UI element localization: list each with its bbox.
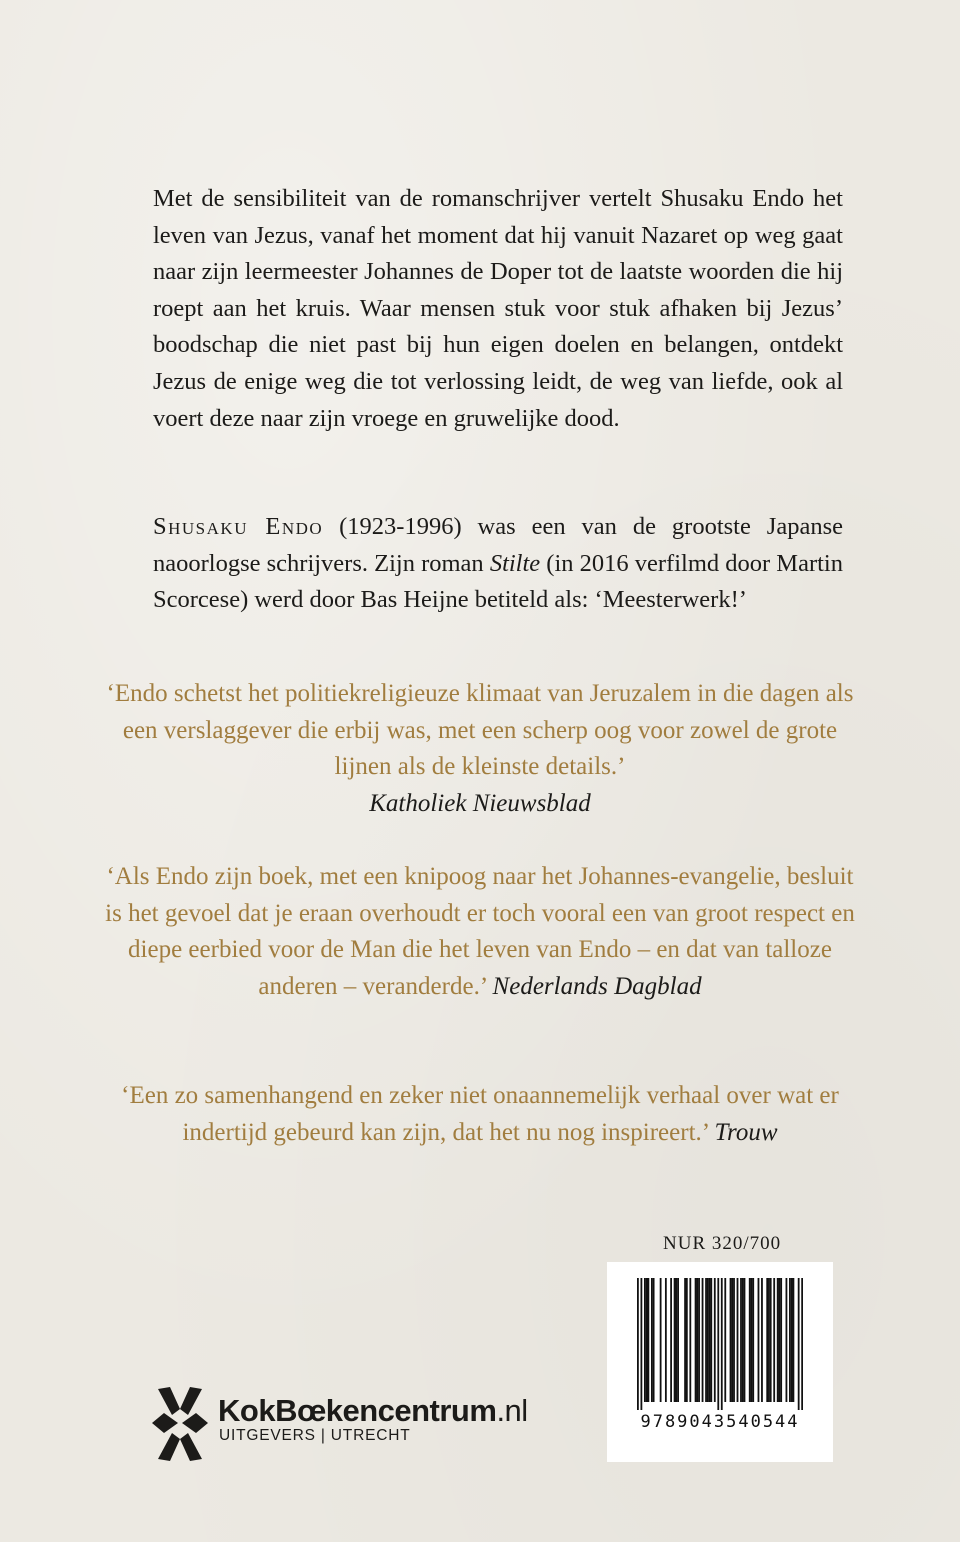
barcode-bar bbox=[646, 1278, 648, 1402]
barcode-bar bbox=[644, 1278, 646, 1402]
barcode-bar bbox=[709, 1278, 711, 1402]
barcode-bar bbox=[721, 1278, 723, 1410]
isbn-barcode bbox=[607, 1262, 833, 1462]
barcode-bars bbox=[637, 1278, 803, 1410]
barcode-bar bbox=[705, 1278, 707, 1402]
quote-text: ‘Als Endo zijn boek, met een knipoog naar het Johannes-evangelie, besluit is het gevoel dat je eraan overhoudt er toch vooral een van groot respect en diepe eerbied voor de Man die het leven van Endo – en dat van talloze anderen – veranderde.’ bbox=[105, 863, 855, 1001]
barcode-bar bbox=[749, 1278, 751, 1402]
barcode-bar bbox=[742, 1278, 744, 1402]
barcode-bar bbox=[798, 1278, 800, 1410]
barcode-bar bbox=[707, 1278, 709, 1402]
barcode-bar bbox=[637, 1278, 639, 1410]
barcode-bar bbox=[758, 1278, 760, 1402]
barcode-bar bbox=[801, 1278, 803, 1410]
barcode-bar bbox=[653, 1278, 655, 1402]
barcode-bar bbox=[733, 1278, 735, 1402]
isbn-number: 9789043540544 bbox=[640, 1412, 800, 1432]
bio-text-before: (1923-1996) was een van de grootste Japanse naoorlogse schrijvers. Zijn roman bbox=[153, 513, 843, 577]
barcode-bar bbox=[740, 1278, 742, 1402]
publisher-subtitle: UITGEVERS | UTRECHT bbox=[219, 1427, 411, 1444]
barcode-bar bbox=[786, 1278, 788, 1402]
barcode-bar bbox=[695, 1278, 697, 1402]
barcode-bar bbox=[780, 1278, 782, 1402]
book-blurb: Met de sensibiliteit van de romanschrijver vertelt Shusaku Endo het leven van Jezus, vanaf het moment dat hij vanuit Nazaret op weg gaat naar zijn leermeester Johannes de Doper tot de laatste woorden die hij roept aan het kruis. Waar mensen stuk voor stuk afhaken bij Jezus’ boodschap die niet past bij hun eigen doelen en belangen, ontdekt Jezus de enige weg die tot verlossing leidt, de weg van liefde, ook al voert deze naar zijn vroege en gruwelijke dood. bbox=[153, 185, 843, 432]
review-quote-2 bbox=[100, 859, 860, 1006]
barcode-bar bbox=[779, 1278, 781, 1402]
barcode-bar bbox=[640, 1278, 642, 1410]
bio-text-after: (in 2016 verfilmd door Martin Scorcese) werd door Bas Heijne betiteld als: ‘Meesterwerk!’ bbox=[153, 549, 843, 614]
barcode-bar bbox=[744, 1278, 746, 1402]
barcode-bar bbox=[665, 1278, 667, 1402]
barcode-bar bbox=[677, 1278, 679, 1402]
barcode-bar bbox=[684, 1278, 686, 1402]
barcode-bar bbox=[651, 1278, 653, 1402]
publisher-name-tld: .nl bbox=[496, 1393, 528, 1428]
barcode-bar bbox=[674, 1278, 676, 1402]
barcode-bar bbox=[751, 1278, 753, 1402]
barcode-bar bbox=[789, 1278, 791, 1402]
barcode-bar bbox=[793, 1278, 795, 1402]
barcode-bar bbox=[717, 1278, 719, 1410]
quote-source: Trouw bbox=[714, 1118, 778, 1146]
nur-code: NUR 320/700 bbox=[663, 1233, 782, 1254]
review-quote-3 bbox=[100, 1078, 860, 1151]
barcode-bar bbox=[710, 1278, 712, 1402]
barcode-bar bbox=[777, 1278, 779, 1402]
quote-source: Katholiek Nieuwsblad bbox=[369, 790, 591, 818]
barcode-bar bbox=[647, 1278, 649, 1402]
barcode-bar bbox=[737, 1278, 739, 1402]
kokboekencentrum-logo-icon bbox=[150, 1383, 210, 1465]
barcode-bar bbox=[714, 1278, 716, 1402]
barcode-bar bbox=[702, 1278, 704, 1402]
barcode-bar bbox=[698, 1278, 700, 1402]
barcode-bar bbox=[768, 1278, 770, 1402]
barcode-bar bbox=[766, 1278, 768, 1402]
barcode-bar bbox=[696, 1278, 698, 1402]
barcode-bar bbox=[791, 1278, 793, 1402]
barcode-bar bbox=[730, 1278, 732, 1402]
publisher-name-main: KokBœkencentrum bbox=[218, 1393, 497, 1428]
barcode-bar bbox=[660, 1278, 662, 1402]
publisher-name bbox=[218, 1393, 528, 1429]
barcode-bar bbox=[675, 1278, 677, 1402]
barcode-bar bbox=[770, 1278, 772, 1402]
barcode-bar bbox=[773, 1278, 775, 1402]
review-quote-1 bbox=[100, 676, 860, 823]
barcode-bar bbox=[761, 1278, 763, 1402]
barcode-bar bbox=[670, 1278, 672, 1402]
author-bio bbox=[153, 509, 843, 619]
quote-text: ‘Een zo samenhangend en zeker niet onaannemelijk verhaal over wat er indertijd gebeurd kan zijn, dat het nu nog inspireert.’ bbox=[121, 1082, 839, 1146]
barcode-bar bbox=[724, 1278, 726, 1402]
barcode-bar bbox=[752, 1278, 754, 1402]
barcode-bar bbox=[689, 1278, 691, 1402]
novel-title: Stilte bbox=[489, 549, 541, 577]
barcode-bar bbox=[731, 1278, 733, 1402]
author-name: Shusaku Endo bbox=[153, 513, 324, 540]
quote-source: Nederlands Dagblad bbox=[492, 973, 702, 1001]
quote-text: ‘Endo schetst het politiekreligieuze klimaat van Jeruzalem in die dagen als een verslaggever die erbij was, met een scherp oog voor zowel de grote lijnen als de kleinste details.’ bbox=[106, 680, 854, 781]
barcode-bar bbox=[686, 1278, 688, 1402]
